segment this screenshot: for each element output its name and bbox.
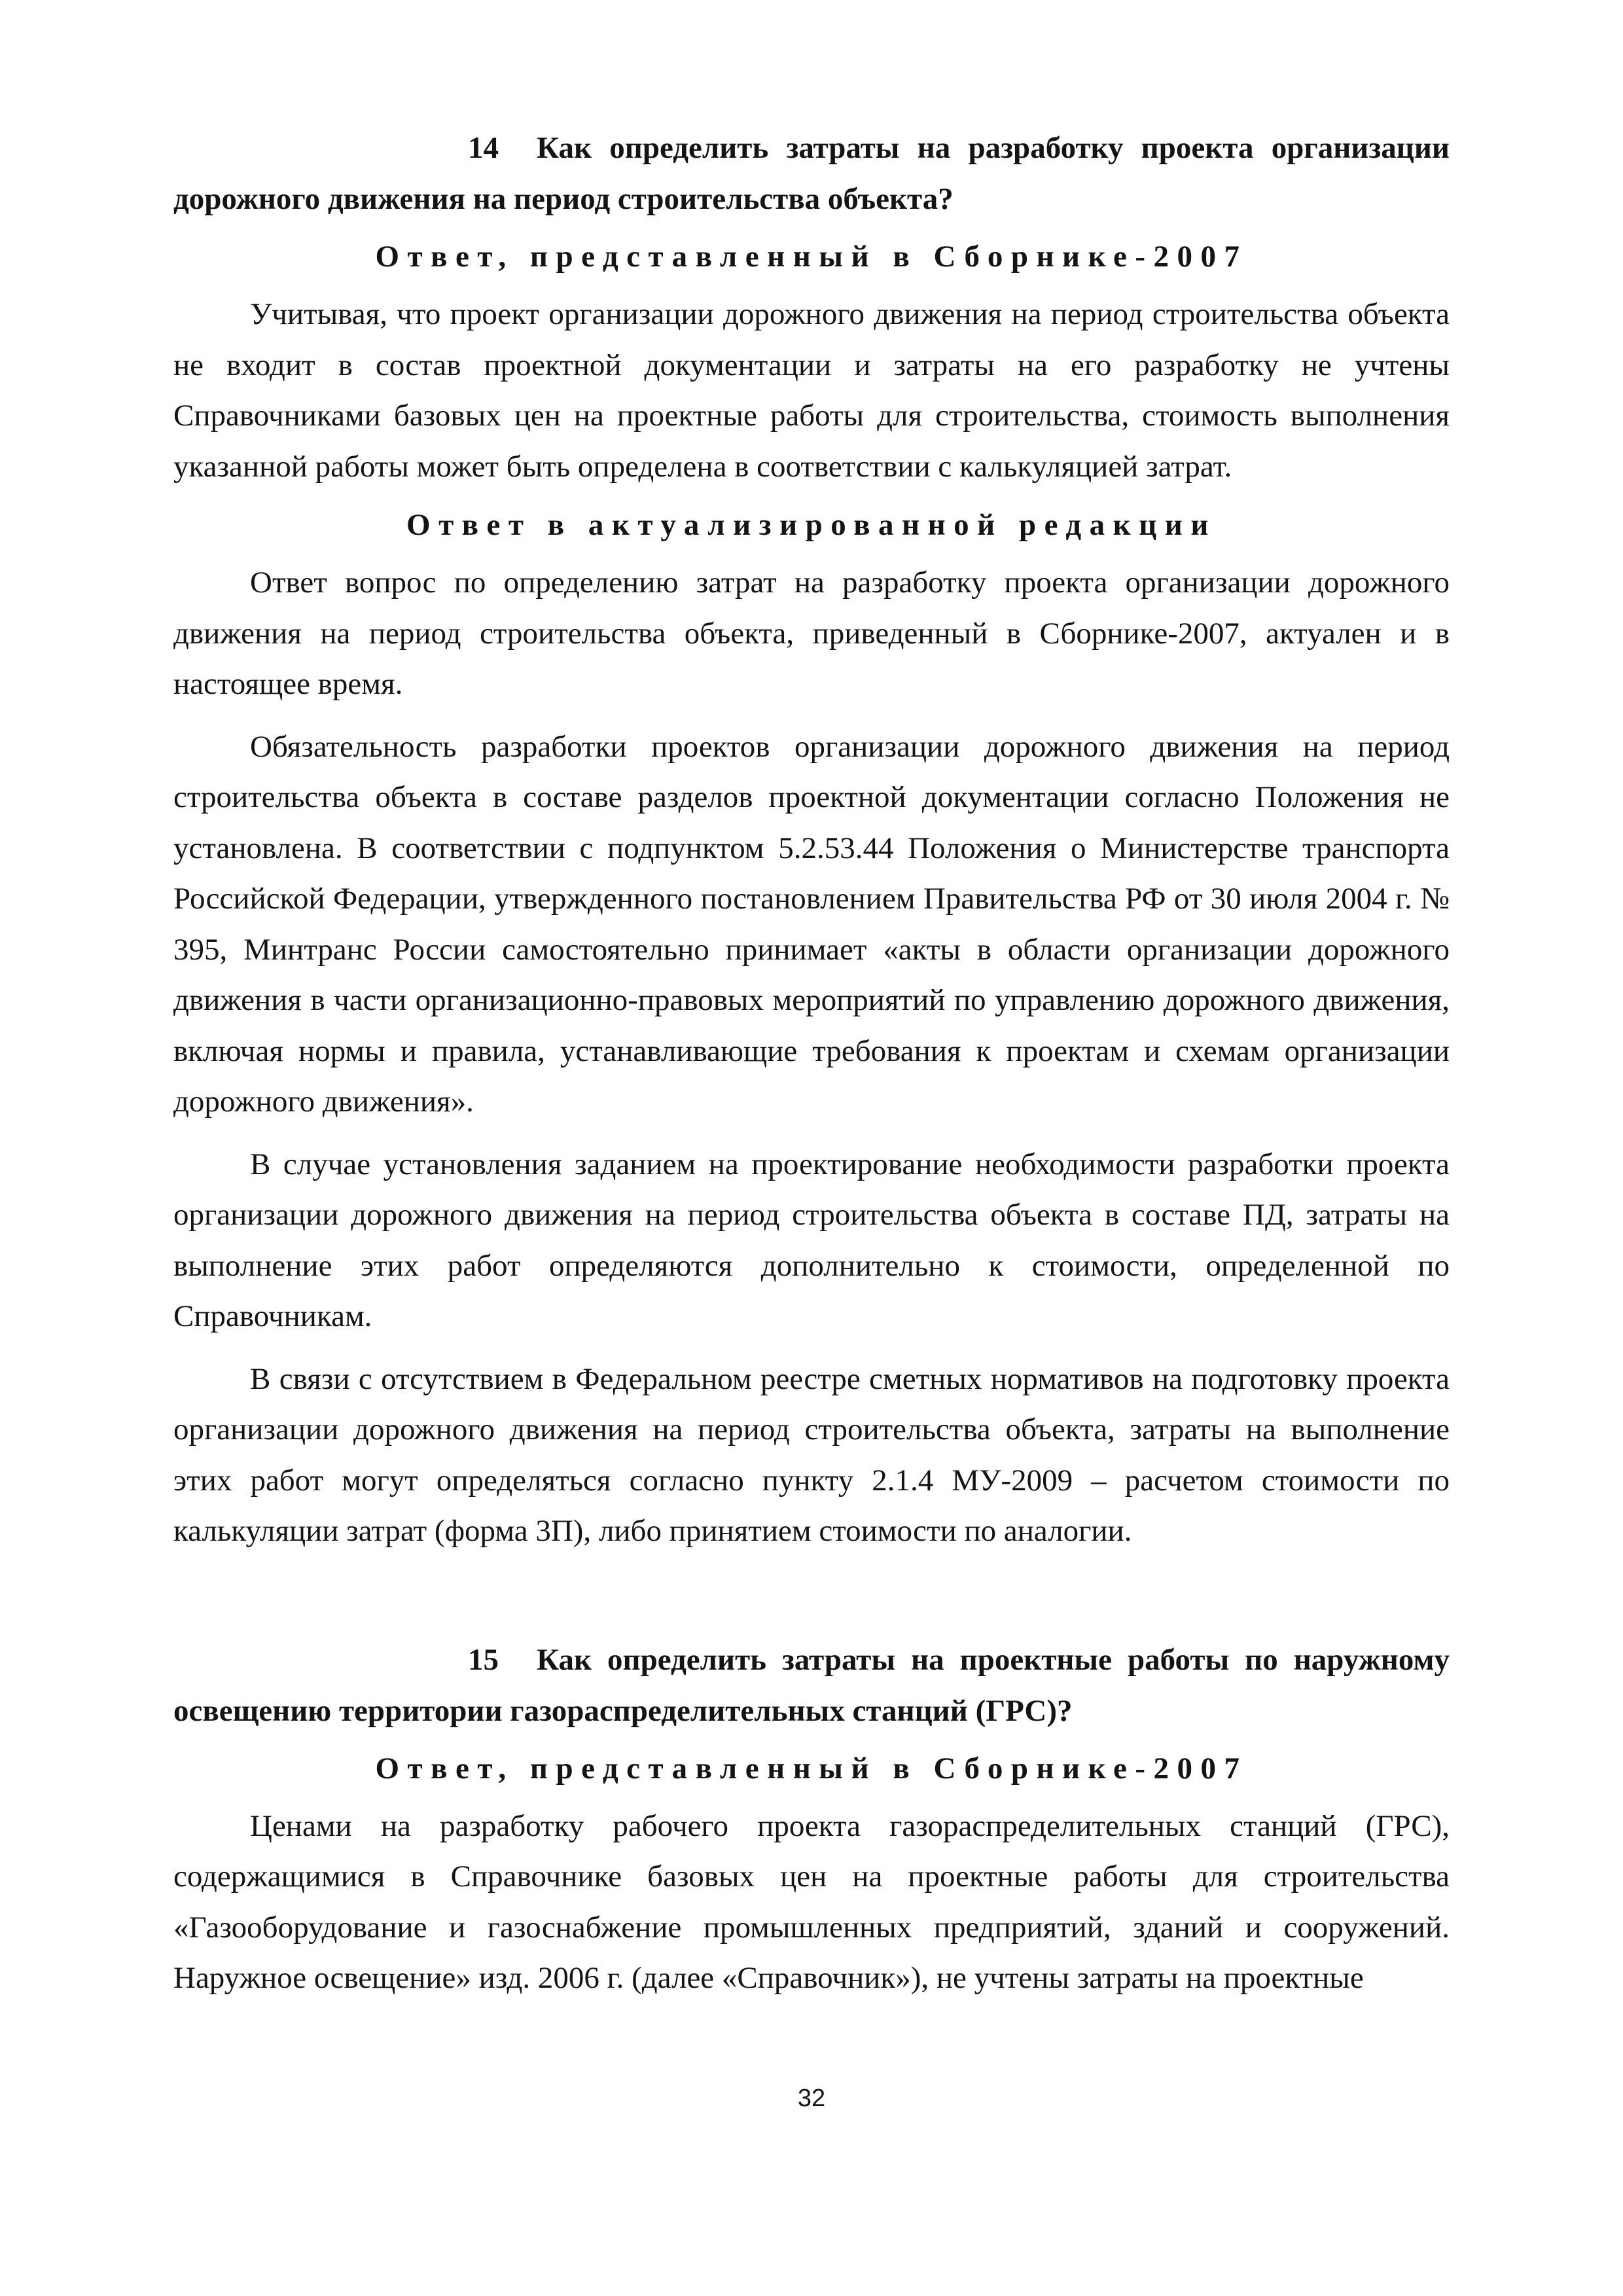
page-number: 32 [797,2085,826,2112]
paragraph: Учитывая, что проект организации дорожного движения на период строительства объекта не входит в состав проектной документации и затраты на его разработку не учтены Справочниками базовых цен на проектные работы для строительства, стоимость выполнения указанной работы может быть определена в соответствии с калькуляцией затрат. [173,297,1450,484]
paragraph: Ответ вопрос по определению затрат на разработку проекта организации дорожного движения на период строительства объекта, приведенный в Сборнике-2007, актуален и в настоящее время. [173,565,1450,701]
document-page [173,111,1450,2004]
question-text: Как определить затраты на проектные работы по наружному освещению территории газораспределительных станций (ГРС)? [173,1642,1450,1728]
paragraph: Обязательность разработки проектов организации дорожного движения на период строительства объекта в составе разделов проектной документации согласно Положения не установлена. В соответствии с подпунктом 5.2.53.44 Положения о Министерстве транспорта Российской Федерации, утвержденного постановлением Правительства РФ от 30 июля 2004 г. № 395, Минтранс России самостоятельно принимает «акты в области организации дорожного движения в части организационно-правовых мероприятий по управлению дорожного движения, включая нормы и правила, устанавливающие требования к проектам и схемам организации дорожного движения». [173,729,1450,1119]
paragraph: В случае установления заданием на проектирование необходимости разработки проекта организации дорожного движения на период строительства объекта в составе ПД, затраты на выполнение этих работ определяются дополнительно к стоимости, определенной по Справочникам. [173,1147,1450,1333]
question-15-heading [173,1634,1450,1736]
answer-2007-heading: Ответ, представленный в Сборнике-2007 [375,240,1248,274]
question-number: 14 [468,131,499,165]
paragraph: В связи с отсутствием в Федеральном реестре сметных нормативов на подготовку проекта организации дорожного движения на период строительства объекта, затраты на выполнение этих работ могут определяться согласно пункту 2.1.4 МУ-2009 – расчетом стоимости по калькуляции затрат (форма 3П), либо принятием стоимости по аналогии. [173,1361,1450,1548]
question-number: 15 [468,1642,499,1677]
paragraph: Ценами на разработку рабочего проекта газораспределительных станций (ГРС), содержащимися в Справочнике базовых цен на проектные работы для строительства «Газооборудование и газоснабжение промышленных предприятий, зданий и сооружений. Наружное освещение» изд. 2006 г. (далее «Справочник»), не учтены затраты на проектные [173,1808,1450,1995]
answer-2007-heading: Ответ, представленный в Сборнике-2007 [375,1751,1248,1785]
question-14-heading [173,122,1450,224]
question-text: Как определить затраты на разработку проекта организации дорожного движения на период строительства объекта? [173,131,1450,216]
answer-updated-heading: Ответ в актуализированной редакции [406,508,1217,542]
